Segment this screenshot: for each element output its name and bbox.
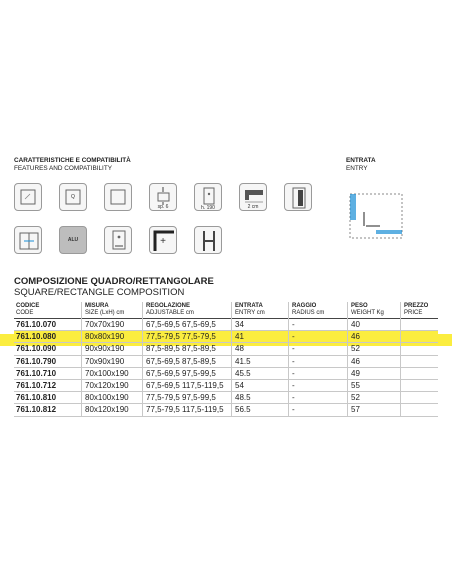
reversible-icon (104, 226, 132, 254)
panel-icon (104, 183, 132, 211)
header-radius: RAGGIO RADIUS cm (289, 302, 348, 319)
header-price: PREZZO PRICE (401, 302, 439, 319)
entry-title-en: ENTRY (346, 165, 368, 172)
header-entry: ENTRATA ENTRY cm (232, 302, 289, 319)
table-header-row (14, 302, 438, 319)
table-row: 761.10.812 80x120x190 77,5-79,5 117,5-119,5 56.5 - 57 (14, 404, 438, 416)
entry-title-it: ENTRATA (346, 157, 376, 164)
composition-title-en: SQUARE/RECTANGLE COMPOSITION (14, 287, 185, 298)
adjust-height-icon: sp. 6 (149, 183, 177, 211)
handle-icon (194, 226, 222, 254)
table-row: 761.10.790 70x90x190 67,5-69,5 87,5-89,5 41.5 - 46 (14, 355, 438, 367)
table-row: 761.10.710 70x100x190 67,5-69,5 97,5-99,5 45.5 - 49 (14, 367, 438, 379)
table-row: 761.10.810 80x100x190 77,5-79,5 97,5-99,5 48.5 - 52 (14, 392, 438, 404)
glass-icon (14, 183, 42, 211)
entry-diagram (346, 190, 406, 242)
q-icon: Q (59, 183, 87, 211)
entry-bottom-panel (376, 230, 402, 234)
composition-title-it: COMPOSIZIONE QUADRO/RETTANGOLARE (14, 276, 214, 287)
wall-profile-icon (284, 183, 312, 211)
profile-icon: 2 cm (239, 183, 267, 211)
header-weight: PESO WEIGHT Kg (348, 302, 401, 319)
composition-table (14, 302, 438, 417)
table-row: 761.10.090 90x90x190 87,5-89,5 87,5-89,5 48 - 52 (14, 343, 438, 355)
features-header (14, 157, 131, 173)
entry-header (346, 157, 376, 173)
features-title-it: CARATTERISTICHE E COMPATIBILITÀ (14, 157, 131, 164)
sliding-door-icon (14, 226, 42, 254)
header-code: CODICE CODE (16, 303, 40, 316)
alu-icon: ALU (59, 226, 87, 254)
features-title-en: FEATURES AND COMPATIBILITY (14, 165, 113, 172)
entry-left-panel (350, 194, 356, 220)
table-row: 761.10.712 70x120x190 67,5-69,5 117,5-119,5 54 - 55 (14, 379, 438, 391)
table-row: 761.10.070 70x70x190 67,5-69,5 67,5-69,5 34 - 40 (14, 319, 438, 331)
height-icon: h. 190 (194, 183, 222, 211)
table-row-highlighted: 761.10.080 80x80x190 77,5-79,5 77,5-79,5 41 - 46 (14, 331, 438, 343)
composition-title (14, 276, 214, 298)
header-adjustable: REGOLAZIONE ADJUSTABLE cm (143, 302, 232, 319)
corner-plus-icon: + (149, 226, 177, 254)
header-size: MISURA SIZE (LxH) cm (82, 302, 143, 319)
